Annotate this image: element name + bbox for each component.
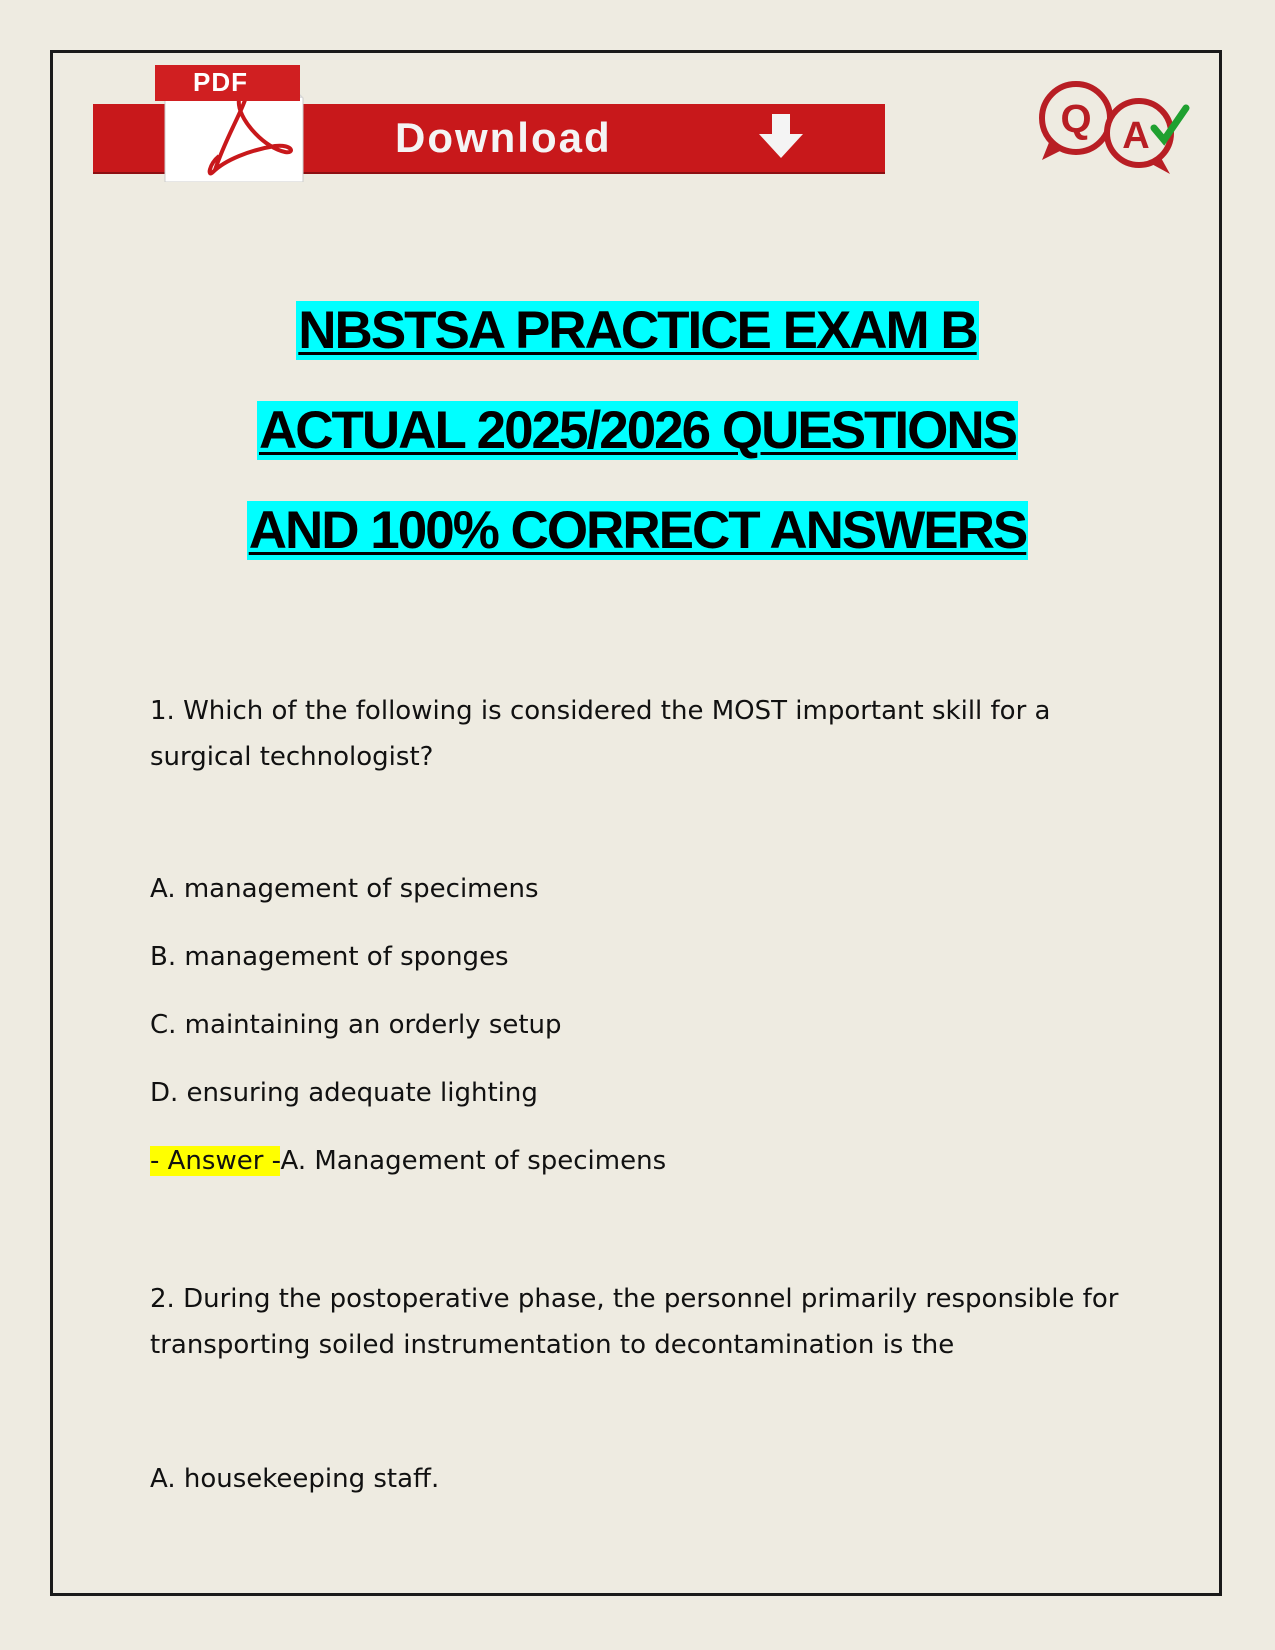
download-arrow-icon xyxy=(757,114,805,160)
question-1-text: 1. Which of the following is considered the MOST important skill for a surgical technologist? xyxy=(150,696,1051,772)
question-1-option-b: B. management of sponges xyxy=(150,942,509,972)
download-label[interactable]: Download xyxy=(395,114,612,161)
answer-prefix-highlight: - Answer - xyxy=(150,1146,281,1176)
svg-text:A: A xyxy=(1122,115,1150,157)
question-2-option-a: A. housekeeping staff. xyxy=(150,1464,440,1494)
pdf-label: PDF xyxy=(155,65,300,101)
svg-text:Q: Q xyxy=(1060,97,1092,141)
title-line-1: NBSTSA PRACTICE EXAM B xyxy=(298,301,977,360)
answer-text: A. Management of specimens xyxy=(280,1146,667,1176)
qa-logo xyxy=(1036,78,1206,182)
document-title xyxy=(0,300,1275,600)
pdf-document-icon xyxy=(155,60,307,182)
title-line-3: AND 100% CORRECT ANSWERS xyxy=(248,501,1027,560)
title-line-2: ACTUAL 2025/2026 QUESTIONS xyxy=(258,401,1017,460)
question-1-option-d: D. ensuring adequate lighting xyxy=(150,1078,538,1108)
question-2-text: 2. During the postoperative phase, the personnel primarily responsible for transporting soiled instrumentation to decontamination is the xyxy=(150,1284,1119,1360)
question-1-option-c: C. maintaining an orderly setup xyxy=(150,1010,562,1040)
question-1-answer xyxy=(150,1146,666,1176)
question-1-option-a: A. management of specimens xyxy=(150,874,539,904)
download-banner[interactable] xyxy=(93,60,885,185)
